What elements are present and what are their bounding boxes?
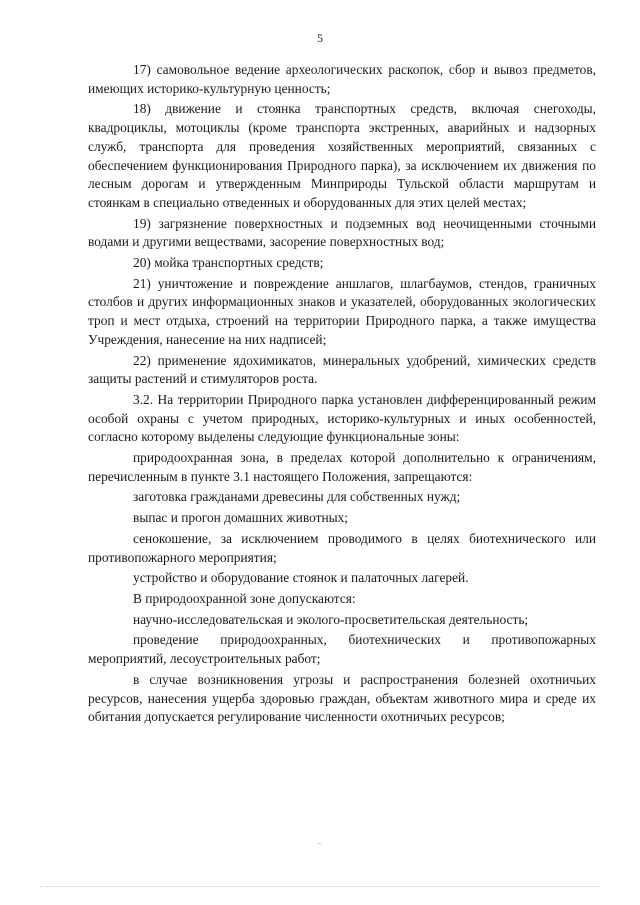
paragraph-item-21: 21) уничтожение и повреждение аншлагов, шлагбаумов, стендов, граничных столбов и других информационных знаков и указателей, оборудованных экологических троп и мест отдыха, строений на территории Природного парка, а также имущества Учреждения, нанесение на них надписей; xyxy=(88,275,596,347)
paragraph-item-19: 19) загрязнение поверхностных и подземных вод неочищенными сточными водами и другими веществами, засорение поверхностных вод; xyxy=(88,215,596,250)
scan-speck xyxy=(318,843,321,844)
prohibition-item: заготовка гражданами древесины для собственных нужд; xyxy=(133,489,461,505)
section-3-2-paragraph: 3.2. На территории Природного парка установлен дифференцированный режим особой охраны с учетом природных, историко-культурных и иных особенностей, согласно которому выделены следующие функциональные зоны: xyxy=(88,391,596,445)
paragraph-item-17: 17) самовольное ведение археологических раскопок, сбор и вывоз предметов, имеющих историко-культурную ценность; xyxy=(88,62,596,96)
paragraph-item-18: 18) движение и стоянка транспортных средств, включая снегоходы, квадроциклы, мотоциклы (кроме транспорта экстренных, аварийных и надзорных служб, транспорта для проведения хозяйственных мероприятий, связанных с обеспечением функционирования Природного парка), за исключением их движения по лесным дорогам и утвержденным Минприроды Тульской области маршрутам и стоянкам в специально отведенных и оборудованных для этих целей местах; xyxy=(88,101,596,210)
prohibition-item: сенокошение, за исключением проводимого в целях биотехнического или противопожарного мероприятия; xyxy=(88,530,596,565)
scan-footer-artifact xyxy=(40,886,600,888)
paragraph-item-20: 20) мойка транспортных средств; xyxy=(133,255,324,271)
document-body xyxy=(88,61,596,729)
allowed-heading: В природоохранной зоне допускаются: xyxy=(133,590,356,606)
protected-zone-paragraph: природоохранная зона, в пределах которой дополнительно к ограничениям, перечисленным в пункте 3.1 настоящего Положения, запрещаются: xyxy=(88,450,596,484)
allowed-item: научно-исследовательская и эколого-просветительская деятельность; xyxy=(133,611,529,627)
allowed-item: проведение природоохранных, биотехнических и противопожарных мероприятий, лесоустроительных работ; xyxy=(88,632,596,667)
prohibition-item: выпас и прогон домашних животных; xyxy=(133,510,349,526)
page-number: 5 xyxy=(317,31,323,45)
allowed-item: в случае возникновения угрозы и распространения болезней охотничьих ресурсов, нанесения ущерба здоровью граждан, объектам животного мира и среде их обитания допускается регулирование численности охотничьих ресурсов; xyxy=(88,671,596,725)
prohibition-item: устройство и оборудование стоянок и палаточных лагерей. xyxy=(133,570,469,586)
paragraph-item-22: 22) применение ядохимикатов, минеральных удобрений, химических средств защиты растений и стимуляторов роста. xyxy=(88,352,596,387)
